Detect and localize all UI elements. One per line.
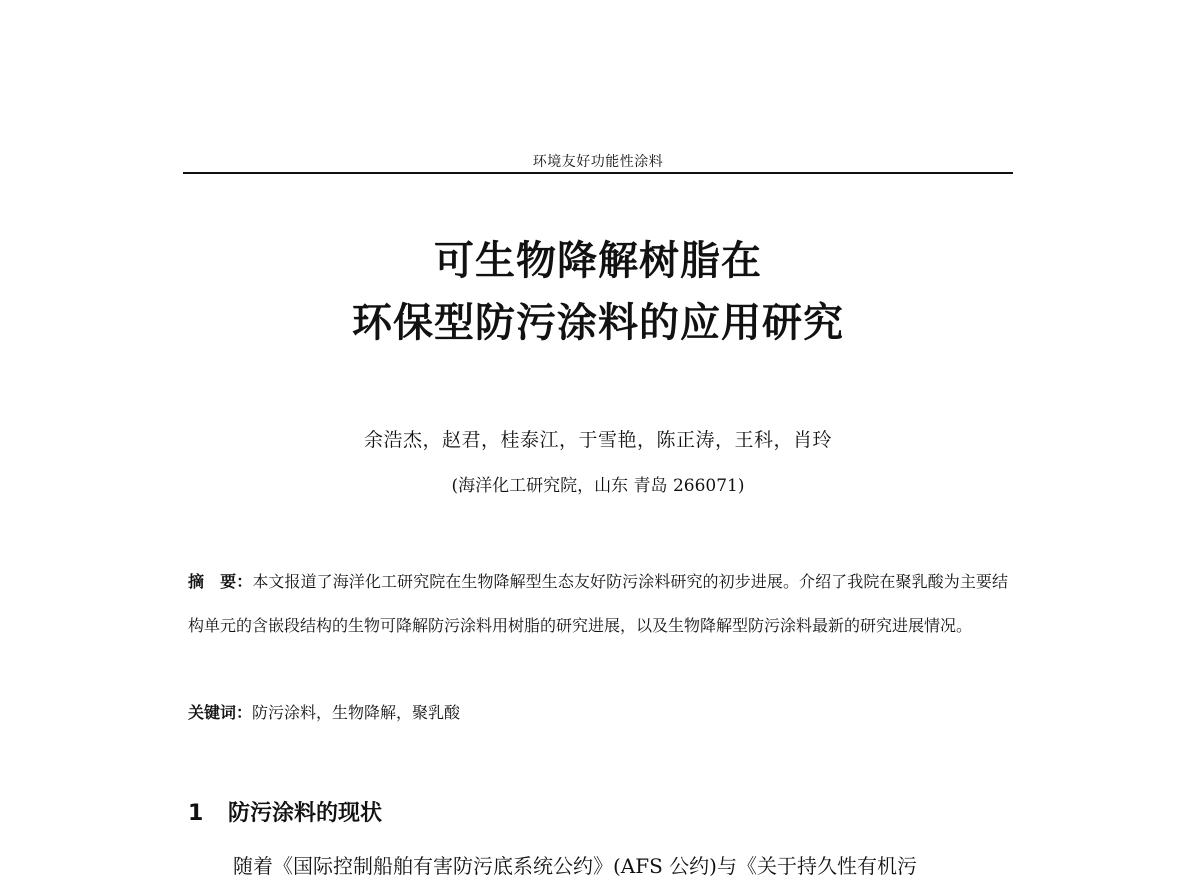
keywords-label: 关键词： (188, 703, 253, 722)
author-list: 余浩杰，赵君，桂泰江，于雪艳，陈正涛，王科，肖玲 (363, 429, 832, 451)
section-heading (188, 796, 382, 827)
section-number: 1 (188, 801, 204, 826)
running-head: 环境友好功能性涂料 (532, 154, 664, 170)
paper-title-line-1: 可生物降解树脂在 (434, 238, 762, 284)
header-rule (183, 172, 1013, 174)
keywords (188, 700, 1008, 723)
paper-title-line-2: 环保型防污涂料的应用研究 (352, 300, 844, 346)
abstract-label: 摘 要： (188, 572, 253, 591)
abstract-text: 本文报道了海洋化工研究院在生物降解型生态友好防污涂料研究的初步进展。介绍了我院在聚乳酸为主要结构单元的含嵌段结构的生物可降解防污涂料用树脂的研究进展，以及生物降解型防污涂料最新的研究进展情况。 (188, 572, 1008, 635)
abstract (188, 560, 1008, 648)
affiliation: (海洋化工研究院，山东 青岛 266071) (451, 476, 745, 496)
section-title: 防污涂料的现状 (228, 801, 383, 826)
keywords-text: 防污涂料，生物降解，聚乳酸 (252, 703, 461, 722)
section-body-text: 随着《国际控制船舶有害防污底系统公约》(AFS 公约)与《关于持久性有机污 (233, 854, 917, 878)
